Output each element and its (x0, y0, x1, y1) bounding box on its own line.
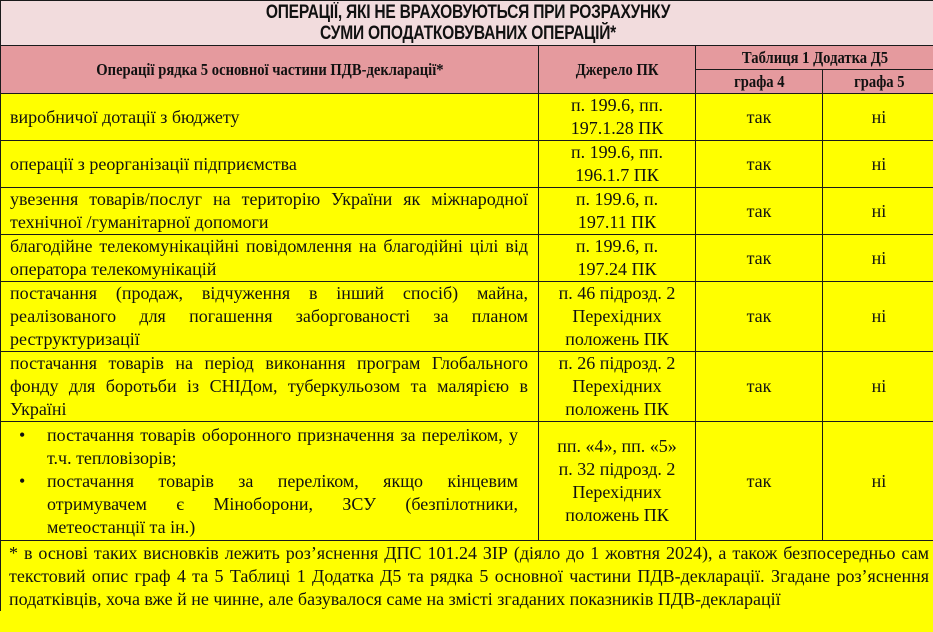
col5-cell: ні (823, 188, 933, 235)
source-cell: п. 199.6, пп. 197.1.28 ПК (539, 94, 696, 141)
source-cell: п. 199.6, п. 197.24 ПК (539, 235, 696, 282)
table-row (1, 94, 933, 141)
operation-cell: увезення товарів/послуг на територію України як міжнародної технічної /гуманітарної допомоги (1, 188, 539, 235)
bullet-item: • постачання товарів за переліком, якщо кінцевим отримувачем є Міноборони, ЗСУ (безпілотники, метеостанції та ін.) (1, 470, 518, 539)
table-row (1, 352, 933, 422)
table-row (1, 422, 933, 541)
col5-cell: ні (823, 235, 933, 282)
col5-cell: ні (823, 141, 933, 188)
title-line-2: СУМИ ОПОДАТКОВУВАНИХ ОПЕРАЦІЙ* (319, 23, 617, 44)
source-cell: п. 46 підрозд. 2 Перехідних положень ПК (539, 282, 696, 352)
source-cell: п. 199.6, п. 197.11 ПК (539, 188, 696, 235)
header-source: Джерело ПК (539, 46, 696, 94)
header-table-group: Таблиця 1 Додатка Д5 (696, 46, 933, 70)
col4-cell: так (696, 282, 823, 352)
operation-cell (1, 422, 539, 541)
source-cell: п. 199.6, пп. 196.1.7 ПК (539, 141, 696, 188)
col5-cell: ні (823, 94, 933, 141)
operation-cell: постачання товарів на період виконання програм Глобального фонду для боротьби із СНІДом, туберкульозом та малярією в Україні (1, 352, 539, 422)
source-cell: пп. «4», пп. «5» п. 32 підрозд. 2 Перехідних положень ПК (539, 422, 696, 541)
table-row (1, 141, 933, 188)
bullet-item: • постачання товарів оборонного призначення за переліком, у т.ч. тепловізорів; (1, 424, 518, 470)
footnote: * в основі таких висновків лежить роз’яснення ДПС 101.24 ЗІР (діяло до 1 жовтня 2024), а також безпосередньо сам текстовий опис граф 4 та 5 Таблиці 1 Додатка Д5 та рядка 5 основної частини ПДВ-декларації. Згадане роз’яснення податківців, хоча вже й не чинне, але базувалося саме на змісті згаданих показників ПДВ-декларації (1, 541, 933, 612)
col4-cell: так (696, 422, 823, 541)
col5-cell: ні (823, 422, 933, 541)
table-title (1, 1, 933, 46)
footnote-row (1, 541, 933, 612)
source-cell: п. 26 підрозд. 2 Перехідних положень ПК (539, 352, 696, 422)
col4-cell: так (696, 94, 823, 141)
operation-cell: постачання (продаж, відчуження в інший спосіб) майна, реалізованого для погашення заборгованості за планом реструктуризації (1, 282, 539, 352)
header-row (1, 46, 933, 70)
header-operations: Операції рядка 5 основної частини ПДВ-декларації* (1, 46, 539, 94)
table-row (1, 188, 933, 235)
col5-cell: ні (823, 352, 933, 422)
operation-cell: операції з реорганізації підприємства (1, 141, 539, 188)
col4-cell: так (696, 352, 823, 422)
bullet-list (1, 424, 528, 539)
col5-cell: ні (823, 282, 933, 352)
title-line-1: ОПЕРАЦІЇ, ЯКІ НЕ ВРАХОВУЮТЬСЯ ПРИ РОЗРАХУНКУ (265, 2, 671, 23)
header-col4: графа 4 (696, 70, 823, 94)
title-row (1, 1, 933, 46)
header-col5: графа 5 (823, 70, 933, 94)
operation-cell: благодійне телекомунікаційні повідомлення на благодійні цілі від оператора телекомунікацій (1, 235, 539, 282)
table-row (1, 235, 933, 282)
col4-cell: так (696, 141, 823, 188)
col4-cell: так (696, 188, 823, 235)
table-row (1, 282, 933, 352)
col4-cell: так (696, 235, 823, 282)
operation-cell: виробничої дотації з бюджету (1, 94, 539, 141)
